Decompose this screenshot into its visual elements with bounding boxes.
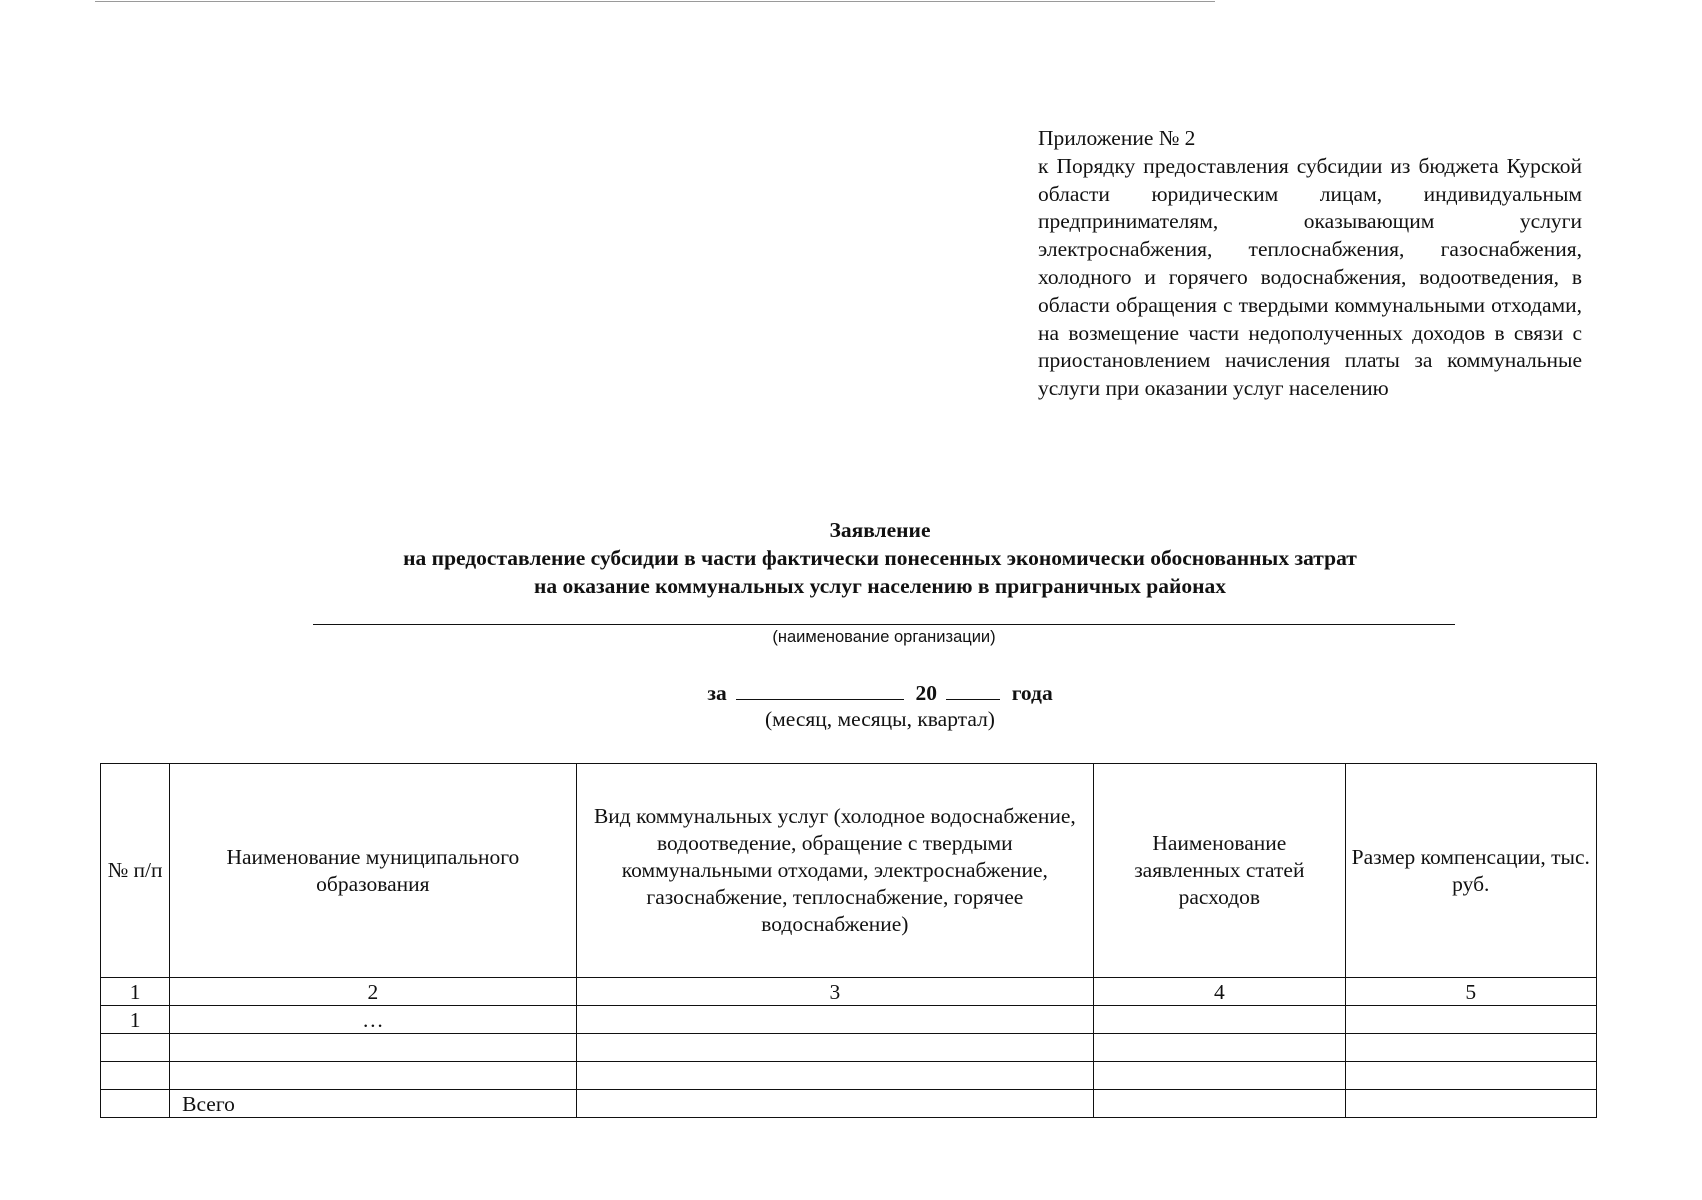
total-label: Всего <box>170 1090 576 1118</box>
table-cell <box>1094 1062 1345 1090</box>
heading-subtitle-2: на оказание коммунальных услуг населению в приграничных районах <box>533 574 1227 598</box>
total-row <box>101 1090 1597 1118</box>
header-compensation: Размер компенсации, тыс. руб. <box>1345 764 1596 978</box>
header-service-type: Вид коммунальных услуг (холодное водоснабжение, водоотведение, обращение с твердыми коммунальными отходами, электроснабжение, газоснабжение, теплоснабжение, горячее водоснабжение) <box>576 764 1094 978</box>
appendix-block <box>1038 125 1582 403</box>
table-cell: … <box>170 1006 576 1034</box>
table-cell <box>101 1034 170 1062</box>
table-cell <box>1345 1034 1596 1062</box>
column-number-row <box>101 978 1597 1006</box>
header-number: № п/п <box>101 764 170 978</box>
period-line <box>0 679 1702 706</box>
header-expense-items: Наименование заявленных статей расходов <box>1094 764 1345 978</box>
table-cell <box>576 1034 1094 1062</box>
heading-subtitle-1: на предоставление субсидии в части фактически понесенных экономически обоснованных затрат <box>403 546 1357 570</box>
period-caption: (месяц, месяцы, квартал) <box>765 707 995 731</box>
period-year-blank <box>946 679 1000 700</box>
table-cell <box>576 1062 1094 1090</box>
table-cell <box>170 1062 576 1090</box>
table-cell <box>1345 1090 1596 1118</box>
column-number: 1 <box>101 978 170 1006</box>
compensation-table <box>100 763 1597 1118</box>
column-number: 4 <box>1094 978 1345 1006</box>
column-number: 5 <box>1345 978 1596 1006</box>
organization-name-field <box>313 624 1455 625</box>
table-cell <box>1094 1090 1345 1118</box>
table-cell <box>101 1090 170 1118</box>
period-suffix: года <box>1011 681 1053 705</box>
period-prefix: за <box>707 681 727 705</box>
table-cell <box>1345 1006 1596 1034</box>
header-municipality: Наименование муниципального образования <box>170 764 576 978</box>
column-number: 2 <box>170 978 576 1006</box>
period-year-prefix: 20 <box>915 681 937 705</box>
heading-title: Заявление <box>829 518 931 542</box>
table-cell: 1 <box>101 1006 170 1034</box>
table-row <box>101 1062 1597 1090</box>
table-cell <box>576 1006 1094 1034</box>
appendix-title: Приложение № 2 <box>1038 126 1196 150</box>
table-row <box>101 1034 1597 1062</box>
table-header-row <box>101 764 1597 978</box>
table-cell <box>1345 1062 1596 1090</box>
table-cell <box>101 1062 170 1090</box>
organization-caption: (наименование организации) <box>772 628 996 646</box>
column-number: 3 <box>576 978 1094 1006</box>
table-cell <box>170 1034 576 1062</box>
scan-edge-line <box>95 1 1215 2</box>
document-heading <box>0 516 1702 600</box>
appendix-text: к Порядку предоставления субсидии из бюджета Курской области юридическим лицам, индивидуальным предпринимателям, оказывающим услуги электроснабжения, теплоснабжения, газоснабжения, холодного и горячего водоснабжения, водоотведения, в области обращения с твердыми коммунальными отходами, на возмещение части недополученных доходов в связи с приостановлением начисления платы за коммунальные услуги при оказании услуг населению <box>1038 153 1582 401</box>
table-cell <box>1094 1006 1345 1034</box>
table-row <box>101 1006 1597 1034</box>
table-cell <box>1094 1034 1345 1062</box>
table-cell <box>576 1090 1094 1118</box>
period-month-blank <box>736 679 904 700</box>
